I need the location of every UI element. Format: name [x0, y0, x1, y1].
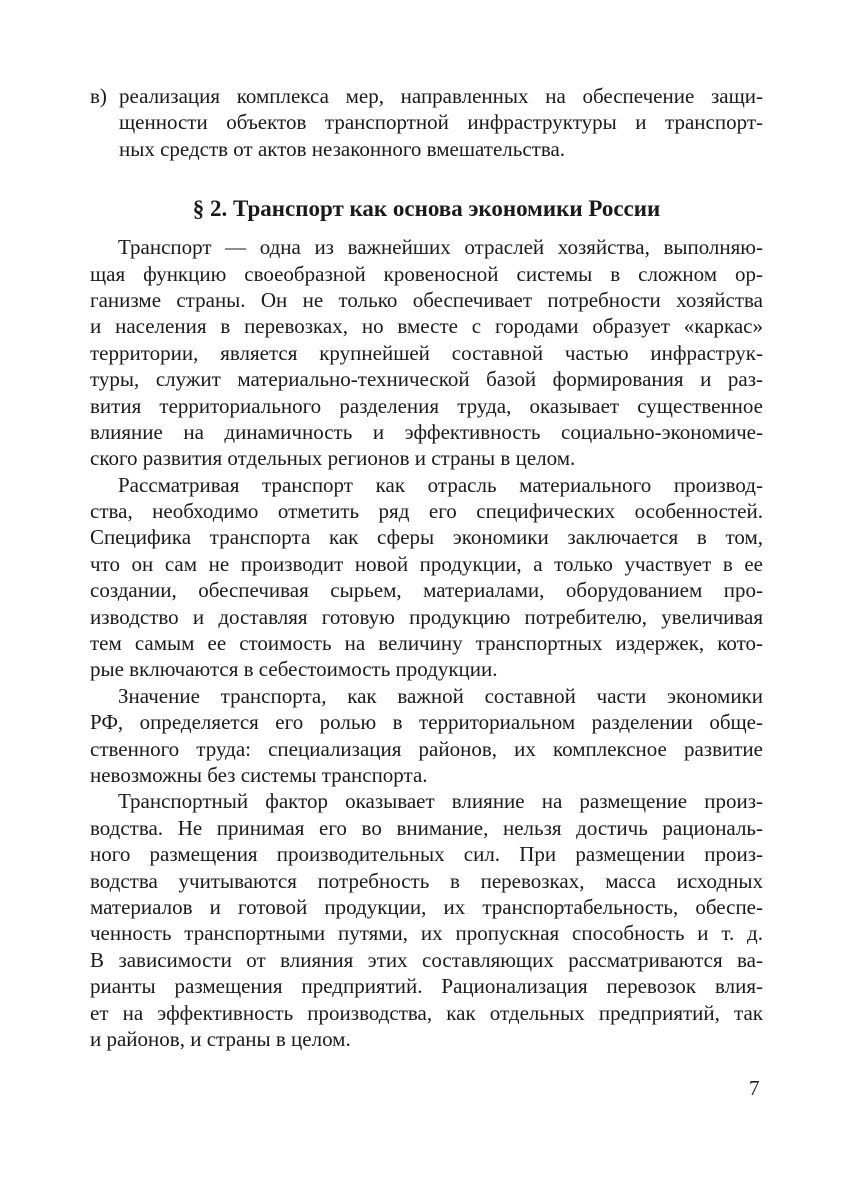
- paragraph-3: [90, 683, 763, 789]
- paragraph-1: [90, 234, 763, 472]
- paragraph-line: рые включаются в себестоимость продукции.: [90, 657, 498, 682]
- paragraph-line: ства, необходимо отметить ряд его специфических особенностей.: [90, 499, 763, 524]
- section-heading: § 2. Транспорт как основа экономики России: [192, 196, 661, 222]
- paragraph-line: вития территориального разделения труда, оказывает существенное: [90, 393, 763, 418]
- paragraph-line: рианты размещения предприятий. Рационализация перевозок влия-: [90, 974, 763, 999]
- paragraph-line: ного размещения производительных сил. При размещении произ-: [90, 842, 763, 867]
- list-item-line: ных средств от актов незаконного вмешательства.: [119, 136, 566, 161]
- paragraph-line: изводство и доставляя готовую продукцию потребителю, увеличивая: [90, 604, 763, 629]
- paragraph-line: Специфика транспорта как сферы экономики заключается в том,: [90, 525, 763, 550]
- paragraph-4: [90, 788, 763, 1052]
- paragraph-line: РФ, определяется его ролью в территориальном разделении обще-: [90, 710, 763, 735]
- page-number: 7: [749, 1076, 760, 1100]
- paragraph-line: невозможны без системы транспорта.: [90, 762, 428, 787]
- paragraph-line: и районов, и страны в целом.: [90, 1026, 351, 1051]
- paragraph-line: Транспортный фактор оказывает влияние на размещение произ-: [118, 789, 763, 814]
- paragraph-line: что он сам не производит новой продукции, а только участвует в ее: [90, 551, 763, 576]
- paragraph-line: ственного труда: специализация районов, их комплексное развитие: [90, 736, 763, 761]
- paragraph-line: ет на эффективность производства, как отдельных предприятий, так: [90, 1000, 763, 1025]
- list-item-v: [90, 83, 763, 162]
- paragraph-line: туры, служит материально-технической базой формирования и раз-: [90, 367, 763, 392]
- paragraph-line: влияние на динамичность и эффективность социально-экономиче-: [90, 419, 763, 444]
- paragraph-2: [90, 472, 763, 683]
- paragraph-line: Транспорт — одна из важнейших отраслей хозяйства, выполняю-: [118, 235, 763, 260]
- paragraph-line: Рассматривая транспорт как отрасль материального производ-: [118, 472, 763, 497]
- paragraph-line: водства. Не принимая его во внимание, нельзя достичь рациональ-: [90, 815, 763, 840]
- list-item-line: щенности объектов транспортной инфраструктуры и транспорт-: [119, 110, 763, 135]
- page-body: [90, 83, 763, 1052]
- paragraph-line: ганизме страны. Он не только обеспечивает потребности хозяйства: [90, 287, 763, 312]
- paragraph-line: В зависимости от влияния этих составляющих рассматриваются ва-: [90, 947, 763, 972]
- paragraph-line: материалов и готовой продукции, их транспортабельность, обеспе-: [90, 894, 763, 919]
- list-marker: в): [90, 84, 107, 108]
- paragraph-line: тем самым ее стоимость на величину транспортных издержек, кото-: [90, 631, 763, 656]
- paragraph-line: территории, является крупнейшей составной частью инфраструк-: [90, 340, 763, 365]
- paragraph-line: Значение транспорта, как важной составной части экономики: [118, 683, 763, 708]
- paragraph-line: ченность транспортными путями, их пропускная способность и т. д.: [90, 921, 763, 946]
- paragraph-line: водства учитываются потребность в перевозках, масса исходных: [90, 868, 763, 893]
- list-item-line: реализация комплекса мер, направленных на обеспечение защи-: [119, 84, 763, 108]
- paragraph-line: щая функцию своеобразной кровеносной системы в сложном ор-: [90, 261, 763, 286]
- paragraph-line: и населения в перевозках, но вместе с городами образует «каркас»: [90, 314, 763, 339]
- paragraph-line: создании, обеспечивая сырьем, материалами, оборудованием про-: [90, 578, 763, 603]
- paragraph-line: ского развития отдельных регионов и страны в целом.: [90, 446, 576, 471]
